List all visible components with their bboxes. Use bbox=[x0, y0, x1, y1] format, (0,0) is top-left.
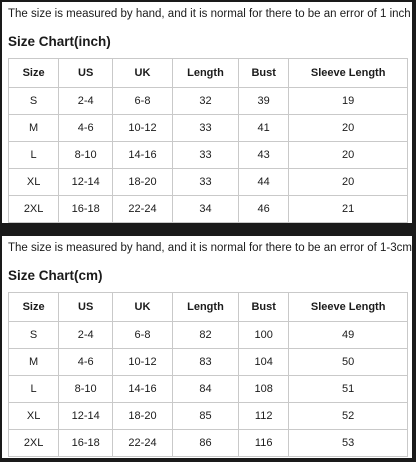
table-cell: 20 bbox=[289, 115, 408, 142]
table-cell: 19 bbox=[289, 88, 408, 115]
table-cell: 32 bbox=[172, 88, 238, 115]
table-cell: 43 bbox=[239, 142, 289, 169]
table-row bbox=[9, 142, 408, 169]
table-row bbox=[9, 88, 408, 115]
table-row bbox=[9, 115, 408, 142]
table-row bbox=[9, 430, 408, 457]
table-cell: 2XL bbox=[9, 196, 59, 223]
table-cell: 51 bbox=[289, 376, 408, 403]
table-cell: 2XL bbox=[9, 430, 59, 457]
table-cell: 86 bbox=[172, 430, 238, 457]
table-cell: 10-12 bbox=[113, 349, 173, 376]
size-chart-inch-panel bbox=[2, 2, 412, 223]
table-header-row bbox=[9, 59, 408, 88]
table-cell: M bbox=[9, 349, 59, 376]
column-header-size: Size bbox=[9, 59, 59, 88]
table-cell: 53 bbox=[289, 430, 408, 457]
table-cell: XL bbox=[9, 403, 59, 430]
table-cell: 33 bbox=[172, 115, 238, 142]
table-cell: 39 bbox=[239, 88, 289, 115]
column-header-us: US bbox=[59, 293, 113, 322]
table-row bbox=[9, 322, 408, 349]
column-header-uk: UK bbox=[113, 59, 173, 88]
table-row bbox=[9, 169, 408, 196]
table-cell: 22-24 bbox=[113, 430, 173, 457]
table-cell: L bbox=[9, 142, 59, 169]
table-cell: 10-12 bbox=[113, 115, 173, 142]
table-cell: L bbox=[9, 376, 59, 403]
table-cell: 52 bbox=[289, 403, 408, 430]
table-cell: 14-16 bbox=[113, 376, 173, 403]
table-cell: 6-8 bbox=[113, 322, 173, 349]
column-header-uk: UK bbox=[113, 293, 173, 322]
table-cell: M bbox=[9, 115, 59, 142]
column-header-sleeve-length: Sleeve Length bbox=[289, 293, 408, 322]
size-table bbox=[8, 292, 408, 457]
table-cell: 116 bbox=[239, 430, 289, 457]
column-header-length: Length bbox=[172, 59, 238, 88]
size-chart-cm-panel bbox=[2, 236, 412, 458]
column-header-us: US bbox=[59, 59, 113, 88]
table-cell: 6-8 bbox=[113, 88, 173, 115]
table-cell: 12-14 bbox=[59, 169, 113, 196]
table-cell: 100 bbox=[239, 322, 289, 349]
column-header-sleeve-length: Sleeve Length bbox=[289, 59, 408, 88]
table-cell: 4-6 bbox=[59, 349, 113, 376]
table-cell: 50 bbox=[289, 349, 408, 376]
table-header-row bbox=[9, 293, 408, 322]
table-cell: 18-20 bbox=[113, 169, 173, 196]
table-cell: 20 bbox=[289, 169, 408, 196]
table-cell: 4-6 bbox=[59, 115, 113, 142]
table-cell: 8-10 bbox=[59, 142, 113, 169]
table-cell: 44 bbox=[239, 169, 289, 196]
table-cell: S bbox=[9, 88, 59, 115]
table-cell: 2-4 bbox=[59, 88, 113, 115]
column-header-bust: Bust bbox=[239, 59, 289, 88]
chart-title: Size Chart(cm) bbox=[8, 268, 103, 283]
column-header-bust: Bust bbox=[239, 293, 289, 322]
table-cell: 33 bbox=[172, 169, 238, 196]
table-cell: S bbox=[9, 322, 59, 349]
table-row bbox=[9, 349, 408, 376]
table-cell: 22-24 bbox=[113, 196, 173, 223]
table-cell: 16-18 bbox=[59, 430, 113, 457]
measurement-note: The size is measured by hand, and it is normal for there to be an error of 1-3cm bbox=[8, 242, 412, 254]
table-cell: 83 bbox=[172, 349, 238, 376]
table-cell: 82 bbox=[172, 322, 238, 349]
table-cell: 2-4 bbox=[59, 322, 113, 349]
column-header-length: Length bbox=[172, 293, 238, 322]
table-cell: 14-16 bbox=[113, 142, 173, 169]
table-cell: 46 bbox=[239, 196, 289, 223]
chart-title: Size Chart(inch) bbox=[8, 34, 111, 49]
table-cell: 12-14 bbox=[59, 403, 113, 430]
table-cell: XL bbox=[9, 169, 59, 196]
table-cell: 8-10 bbox=[59, 376, 113, 403]
table-cell: 33 bbox=[172, 142, 238, 169]
table-row bbox=[9, 403, 408, 430]
table-cell: 16-18 bbox=[59, 196, 113, 223]
table-cell: 20 bbox=[289, 142, 408, 169]
table-cell: 34 bbox=[172, 196, 238, 223]
table-cell: 41 bbox=[239, 115, 289, 142]
column-header-size: Size bbox=[9, 293, 59, 322]
table-cell: 85 bbox=[172, 403, 238, 430]
table-cell: 84 bbox=[172, 376, 238, 403]
table-cell: 104 bbox=[239, 349, 289, 376]
size-table bbox=[8, 58, 408, 223]
table-cell: 18-20 bbox=[113, 403, 173, 430]
table-row bbox=[9, 376, 408, 403]
table-cell: 21 bbox=[289, 196, 408, 223]
table-row bbox=[9, 196, 408, 223]
table-cell: 108 bbox=[239, 376, 289, 403]
table-cell: 49 bbox=[289, 322, 408, 349]
measurement-note: The size is measured by hand, and it is normal for there to be an error of 1 inch bbox=[8, 8, 411, 20]
table-cell: 112 bbox=[239, 403, 289, 430]
